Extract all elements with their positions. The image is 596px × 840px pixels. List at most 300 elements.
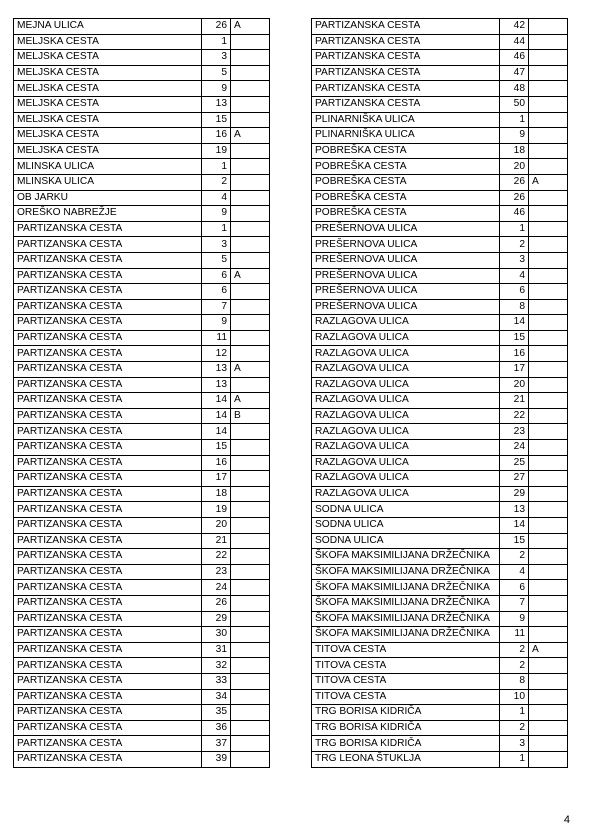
house-number-cell: 16 — [202, 128, 231, 144]
house-suffix-cell — [529, 627, 568, 643]
table-row — [312, 50, 568, 66]
house-number-cell: 15 — [202, 440, 231, 456]
table-row — [14, 190, 270, 206]
street-cell: PARTIZANSKA CESTA — [14, 455, 202, 471]
table-row — [14, 143, 270, 159]
house-suffix-cell — [231, 252, 270, 268]
table-row — [14, 408, 270, 424]
street-cell: RAZLAGOVA ULICA — [312, 408, 500, 424]
house-suffix-cell — [529, 128, 568, 144]
house-suffix-cell — [529, 689, 568, 705]
street-cell: MELJSKA CESTA — [14, 50, 202, 66]
table-row — [312, 627, 568, 643]
house-number-cell: 14 — [202, 408, 231, 424]
street-cell: PREŠERNOVA ULICA — [312, 268, 500, 284]
table-row — [312, 564, 568, 580]
table-row — [14, 580, 270, 596]
house-suffix-cell — [231, 642, 270, 658]
table-row — [312, 595, 568, 611]
street-cell: RAZLAGOVA ULICA — [312, 315, 500, 331]
house-number-cell: 42 — [500, 19, 529, 35]
house-number-cell: 33 — [202, 673, 231, 689]
house-suffix-cell: A — [529, 642, 568, 658]
street-cell: PARTIZANSKA CESTA — [14, 315, 202, 331]
street-cell: OB JARKU — [14, 190, 202, 206]
street-cell: MELJSKA CESTA — [14, 143, 202, 159]
house-number-cell: 27 — [500, 471, 529, 487]
house-number-cell: 1 — [202, 221, 231, 237]
house-number-cell: 9 — [500, 128, 529, 144]
address-table-right-body — [312, 19, 568, 768]
table-row — [14, 595, 270, 611]
table-row — [14, 642, 270, 658]
house-number-cell: 1 — [202, 159, 231, 175]
street-cell: POBREŠKA CESTA — [312, 174, 500, 190]
house-suffix-cell — [529, 751, 568, 767]
street-cell: TITOVA CESTA — [312, 658, 500, 674]
street-cell: MLINSKA ULICA — [14, 174, 202, 190]
house-number-cell: 17 — [500, 362, 529, 378]
street-cell: OREŠKO NABREŽJE — [14, 206, 202, 222]
house-number-cell: 4 — [500, 268, 529, 284]
house-suffix-cell — [529, 533, 568, 549]
street-cell: PARTIZANSKA CESTA — [14, 658, 202, 674]
house-suffix-cell — [231, 221, 270, 237]
street-cell: MELJSKA CESTA — [14, 96, 202, 112]
house-suffix-cell: A — [231, 393, 270, 409]
house-number-cell: 14 — [500, 518, 529, 534]
house-suffix-cell — [529, 564, 568, 580]
house-number-cell: 13 — [202, 96, 231, 112]
street-cell: PLINARNIŠKA ULICA — [312, 128, 500, 144]
street-cell: TRG LEONA ŠTUKLJA — [312, 751, 500, 767]
house-suffix-cell — [231, 595, 270, 611]
table-row — [14, 424, 270, 440]
house-suffix-cell — [529, 440, 568, 456]
house-number-cell: 9 — [500, 611, 529, 627]
house-number-cell: 4 — [202, 190, 231, 206]
house-number-cell: 3 — [500, 736, 529, 752]
house-number-cell: 10 — [500, 689, 529, 705]
house-number-cell: 44 — [500, 34, 529, 50]
street-cell: PREŠERNOVA ULICA — [312, 252, 500, 268]
table-row — [14, 689, 270, 705]
table-row — [14, 549, 270, 565]
table-row — [312, 315, 568, 331]
table-row — [312, 252, 568, 268]
table-row — [14, 315, 270, 331]
house-number-cell: 3 — [202, 50, 231, 66]
house-number-cell: 8 — [500, 299, 529, 315]
table-row — [14, 720, 270, 736]
table-row — [312, 81, 568, 97]
table-row — [14, 159, 270, 175]
street-cell: SODNA ULICA — [312, 518, 500, 534]
table-row — [14, 346, 270, 362]
table-row — [14, 65, 270, 81]
table-row — [312, 689, 568, 705]
house-suffix-cell — [231, 50, 270, 66]
house-suffix-cell — [529, 486, 568, 502]
house-suffix-cell — [231, 689, 270, 705]
house-number-cell: 2 — [500, 720, 529, 736]
house-number-cell: 19 — [202, 502, 231, 518]
table-row — [14, 705, 270, 721]
house-number-cell: 3 — [500, 252, 529, 268]
table-row — [312, 112, 568, 128]
house-suffix-cell — [231, 440, 270, 456]
house-number-cell: 6 — [500, 580, 529, 596]
street-cell: PARTIZANSKA CESTA — [14, 362, 202, 378]
street-cell: PARTIZANSKA CESTA — [14, 564, 202, 580]
street-cell: TRG BORISA KIDRIČA — [312, 720, 500, 736]
street-cell: PARTIZANSKA CESTA — [312, 34, 500, 50]
street-cell: PARTIZANSKA CESTA — [312, 19, 500, 35]
house-suffix-cell — [529, 705, 568, 721]
table-row — [14, 736, 270, 752]
table-row — [312, 408, 568, 424]
street-cell: ŠKOFA MAKSIMILIJANA DRŽEČNIKA — [312, 611, 500, 627]
house-number-cell: 11 — [202, 330, 231, 346]
house-number-cell: 12 — [202, 346, 231, 362]
house-suffix-cell — [529, 284, 568, 300]
house-number-cell: 7 — [500, 595, 529, 611]
house-suffix-cell — [231, 502, 270, 518]
table-row — [14, 268, 270, 284]
house-suffix-cell — [529, 549, 568, 565]
street-cell: RAZLAGOVA ULICA — [312, 393, 500, 409]
table-row — [312, 736, 568, 752]
table-row — [14, 330, 270, 346]
table-row — [14, 299, 270, 315]
table-row — [312, 455, 568, 471]
table-row — [312, 330, 568, 346]
table-row — [14, 673, 270, 689]
house-suffix-cell — [529, 580, 568, 596]
table-row — [14, 252, 270, 268]
table-row — [14, 564, 270, 580]
table-row — [312, 174, 568, 190]
table-row — [312, 143, 568, 159]
house-number-cell: 1 — [500, 751, 529, 767]
table-row — [312, 393, 568, 409]
house-number-cell: 36 — [202, 720, 231, 736]
table-row — [312, 751, 568, 767]
house-suffix-cell — [529, 190, 568, 206]
table-row — [14, 284, 270, 300]
house-suffix-cell — [529, 143, 568, 159]
street-cell: PARTIZANSKA CESTA — [14, 299, 202, 315]
address-table-left-body — [14, 19, 270, 768]
street-cell: PARTIZANSKA CESTA — [14, 642, 202, 658]
street-cell: MELJSKA CESTA — [14, 65, 202, 81]
table-row — [312, 705, 568, 721]
house-number-cell: 35 — [202, 705, 231, 721]
house-suffix-cell: A — [231, 19, 270, 35]
house-number-cell: 21 — [202, 533, 231, 549]
table-row — [14, 611, 270, 627]
house-suffix-cell — [529, 658, 568, 674]
house-suffix-cell — [231, 518, 270, 534]
street-cell: MELJSKA CESTA — [14, 128, 202, 144]
street-cell: MELJSKA CESTA — [14, 112, 202, 128]
table-row — [312, 440, 568, 456]
street-cell: PARTIZANSKA CESTA — [14, 673, 202, 689]
street-cell: MLINSKA ULICA — [14, 159, 202, 175]
street-cell: PARTIZANSKA CESTA — [14, 237, 202, 253]
house-suffix-cell — [231, 237, 270, 253]
address-table-left — [13, 18, 270, 768]
house-suffix-cell — [231, 346, 270, 362]
house-number-cell: 15 — [202, 112, 231, 128]
street-cell: PREŠERNOVA ULICA — [312, 284, 500, 300]
house-suffix-cell — [231, 65, 270, 81]
table-row — [312, 549, 568, 565]
house-suffix-cell — [231, 159, 270, 175]
house-number-cell: 7 — [202, 299, 231, 315]
table-row — [312, 128, 568, 144]
house-number-cell: 21 — [500, 393, 529, 409]
house-number-cell: 26 — [500, 190, 529, 206]
street-cell: PARTIZANSKA CESTA — [14, 284, 202, 300]
house-suffix-cell — [231, 284, 270, 300]
house-number-cell: 18 — [202, 486, 231, 502]
table-row — [14, 128, 270, 144]
house-suffix-cell — [529, 299, 568, 315]
house-number-cell: 1 — [202, 34, 231, 50]
house-suffix-cell — [529, 471, 568, 487]
house-number-cell: 11 — [500, 627, 529, 643]
house-number-cell: 29 — [500, 486, 529, 502]
house-number-cell: 2 — [500, 237, 529, 253]
house-suffix-cell — [529, 19, 568, 35]
street-cell: ŠKOFA MAKSIMILIJANA DRŽEČNIKA — [312, 627, 500, 643]
street-cell: ŠKOFA MAKSIMILIJANA DRŽEČNIKA — [312, 580, 500, 596]
house-suffix-cell — [231, 658, 270, 674]
address-table-right — [311, 18, 568, 768]
table-row — [14, 658, 270, 674]
street-cell: RAZLAGOVA ULICA — [312, 455, 500, 471]
house-number-cell: 26 — [202, 19, 231, 35]
table-row — [14, 627, 270, 643]
street-cell: PARTIZANSKA CESTA — [312, 50, 500, 66]
house-suffix-cell — [231, 627, 270, 643]
house-number-cell: 5 — [202, 65, 231, 81]
table-row — [14, 362, 270, 378]
house-number-cell: 1 — [500, 112, 529, 128]
house-suffix-cell — [231, 705, 270, 721]
house-number-cell: 23 — [202, 564, 231, 580]
house-suffix-cell — [529, 65, 568, 81]
house-number-cell: 16 — [500, 346, 529, 362]
house-number-cell: 6 — [202, 284, 231, 300]
street-cell: POBREŠKA CESTA — [312, 206, 500, 222]
house-number-cell: 34 — [202, 689, 231, 705]
house-number-cell: 46 — [500, 206, 529, 222]
street-cell: RAZLAGOVA ULICA — [312, 424, 500, 440]
house-number-cell: 22 — [500, 408, 529, 424]
house-number-cell: 13 — [500, 502, 529, 518]
street-cell: PARTIZANSKA CESTA — [14, 330, 202, 346]
house-number-cell: 19 — [202, 143, 231, 159]
table-row — [14, 50, 270, 66]
house-suffix-cell — [231, 720, 270, 736]
table-row — [312, 284, 568, 300]
house-suffix-cell — [529, 159, 568, 175]
table-row — [14, 471, 270, 487]
house-number-cell: 2 — [202, 174, 231, 190]
table-row — [14, 455, 270, 471]
street-cell: RAZLAGOVA ULICA — [312, 377, 500, 393]
house-suffix-cell — [529, 346, 568, 362]
street-cell: PARTIZANSKA CESTA — [14, 611, 202, 627]
house-number-cell: 2 — [500, 549, 529, 565]
house-suffix-cell — [231, 580, 270, 596]
house-number-cell: 5 — [202, 252, 231, 268]
house-number-cell: 22 — [202, 549, 231, 565]
street-cell: PARTIZANSKA CESTA — [14, 486, 202, 502]
house-suffix-cell: B — [231, 408, 270, 424]
house-suffix-cell — [529, 268, 568, 284]
street-cell: TRG BORISA KIDRIČA — [312, 736, 500, 752]
street-cell: PARTIZANSKA CESTA — [14, 533, 202, 549]
house-suffix-cell — [529, 736, 568, 752]
house-suffix-cell: A — [231, 128, 270, 144]
street-cell: TITOVA CESTA — [312, 673, 500, 689]
table-row — [312, 658, 568, 674]
street-cell: POBREŠKA CESTA — [312, 190, 500, 206]
house-number-cell: 31 — [202, 642, 231, 658]
house-suffix-cell: A — [529, 174, 568, 190]
table-row — [14, 751, 270, 767]
house-number-cell: 47 — [500, 65, 529, 81]
street-cell: PARTIZANSKA CESTA — [14, 549, 202, 565]
table-row — [312, 471, 568, 487]
street-cell: PREŠERNOVA ULICA — [312, 221, 500, 237]
house-number-cell: 13 — [202, 362, 231, 378]
house-suffix-cell — [529, 330, 568, 346]
street-cell: PARTIZANSKA CESTA — [312, 65, 500, 81]
table-row — [14, 34, 270, 50]
street-cell: TITOVA CESTA — [312, 642, 500, 658]
street-cell: SODNA ULICA — [312, 502, 500, 518]
table-row — [14, 206, 270, 222]
house-suffix-cell — [231, 34, 270, 50]
house-suffix-cell — [529, 96, 568, 112]
house-suffix-cell — [529, 455, 568, 471]
house-number-cell: 29 — [202, 611, 231, 627]
house-suffix-cell — [231, 533, 270, 549]
street-cell: PARTIZANSKA CESTA — [14, 393, 202, 409]
house-suffix-cell — [529, 221, 568, 237]
table-row — [312, 65, 568, 81]
table-row — [312, 720, 568, 736]
house-number-cell: 24 — [202, 580, 231, 596]
house-number-cell: 26 — [500, 174, 529, 190]
street-cell: RAZLAGOVA ULICA — [312, 486, 500, 502]
house-suffix-cell — [529, 424, 568, 440]
table-row — [312, 221, 568, 237]
house-suffix-cell — [529, 595, 568, 611]
house-suffix-cell — [231, 81, 270, 97]
table-row — [312, 580, 568, 596]
house-suffix-cell — [529, 206, 568, 222]
house-suffix-cell: A — [231, 362, 270, 378]
table-row — [14, 377, 270, 393]
street-cell: PARTIZANSKA CESTA — [14, 221, 202, 237]
house-suffix-cell — [231, 549, 270, 565]
house-number-cell: 2 — [500, 642, 529, 658]
house-number-cell: 26 — [202, 595, 231, 611]
table-row — [14, 502, 270, 518]
table-row — [14, 440, 270, 456]
street-cell: MELJSKA CESTA — [14, 81, 202, 97]
house-number-cell: 17 — [202, 471, 231, 487]
street-cell: PREŠERNOVA ULICA — [312, 299, 500, 315]
house-suffix-cell — [529, 362, 568, 378]
house-number-cell: 6 — [202, 268, 231, 284]
street-cell: PARTIZANSKA CESTA — [14, 471, 202, 487]
street-cell: PARTIZANSKA CESTA — [14, 346, 202, 362]
house-number-cell: 2 — [500, 658, 529, 674]
table-row — [312, 377, 568, 393]
house-number-cell: 6 — [500, 284, 529, 300]
house-number-cell: 14 — [500, 315, 529, 331]
table-row — [14, 19, 270, 35]
house-number-cell: 18 — [500, 143, 529, 159]
house-suffix-cell — [231, 299, 270, 315]
table-row — [14, 221, 270, 237]
house-suffix-cell — [529, 720, 568, 736]
house-suffix-cell — [529, 50, 568, 66]
house-number-cell: 15 — [500, 330, 529, 346]
house-suffix-cell — [231, 112, 270, 128]
street-cell: PLINARNIŠKA ULICA — [312, 112, 500, 128]
house-number-cell: 14 — [202, 393, 231, 409]
street-cell: RAZLAGOVA ULICA — [312, 440, 500, 456]
table-row — [312, 299, 568, 315]
house-number-cell: 23 — [500, 424, 529, 440]
street-cell: PREŠERNOVA ULICA — [312, 237, 500, 253]
house-suffix-cell — [231, 486, 270, 502]
house-number-cell: 16 — [202, 455, 231, 471]
house-number-cell: 15 — [500, 533, 529, 549]
table-row — [312, 268, 568, 284]
house-suffix-cell — [529, 252, 568, 268]
street-cell: RAZLAGOVA ULICA — [312, 471, 500, 487]
house-number-cell: 9 — [202, 206, 231, 222]
street-cell: PARTIZANSKA CESTA — [14, 720, 202, 736]
street-cell: PARTIZANSKA CESTA — [312, 81, 500, 97]
house-suffix-cell — [231, 673, 270, 689]
table-row — [14, 486, 270, 502]
house-suffix-cell — [529, 315, 568, 331]
table-row — [14, 393, 270, 409]
house-suffix-cell — [529, 34, 568, 50]
table-row — [14, 174, 270, 190]
house-suffix-cell — [231, 330, 270, 346]
table-row — [14, 237, 270, 253]
page-number: 4 — [563, 814, 570, 826]
street-cell: PARTIZANSKA CESTA — [14, 440, 202, 456]
house-number-cell: 37 — [202, 736, 231, 752]
house-suffix-cell: A — [231, 268, 270, 284]
street-cell: PARTIZANSKA CESTA — [14, 377, 202, 393]
house-number-cell: 3 — [202, 237, 231, 253]
house-suffix-cell — [529, 502, 568, 518]
house-number-cell: 20 — [500, 377, 529, 393]
table-row — [14, 112, 270, 128]
